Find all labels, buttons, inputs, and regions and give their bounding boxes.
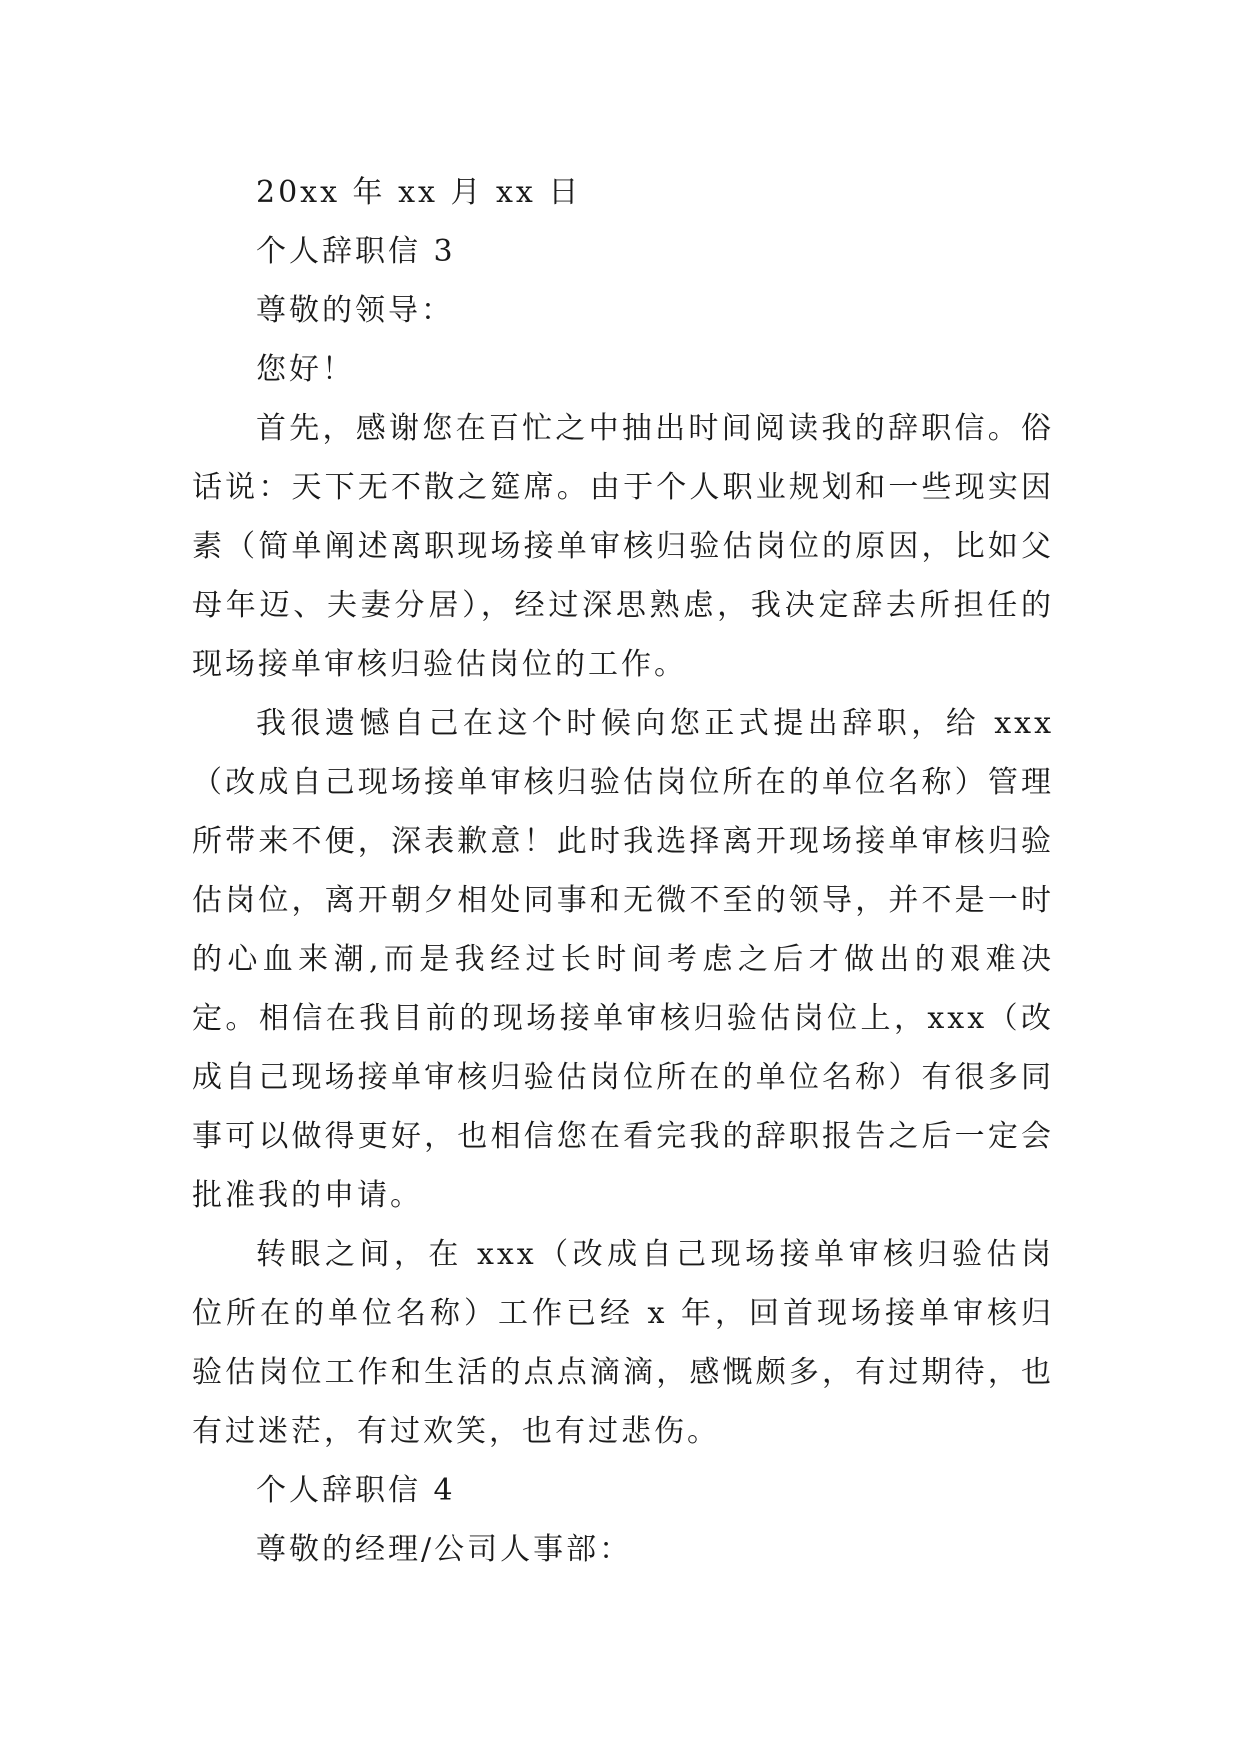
letter-4-title: 个人辞职信 4 [256, 1473, 456, 1508]
date-line: 20xx 年 xx 月 xx 日 [256, 175, 582, 210]
letter-3-paragraph-2: 我很遗憾自己在这个时候向您正式提出辞职，给 xxx（改成自己现场接单审核归验估岗位所在的单位名称）管理所带来不便，深表歉意！此时我选择离开现场接单审核归验估岗位，离开朝夕相处同事和无微不至的领导，并不是一时的心血来潮,而是我经过长时间考虑之后才做出的艰难决定。相信在我目前的现场接单审核归验估岗位上，xxx（改成自己现场接单审核归验估岗位所在的单位名称）有很多同事可以做得更好，也相信您在看完我的辞职报告之后一定会批准我的申请。 [192, 706, 1054, 1213]
letter-3-salutation: 尊敬的领导： [256, 293, 454, 328]
letter-4-salutation: 尊敬的经理/公司人事部： [256, 1532, 633, 1567]
letter-3-title: 个人辞职信 3 [256, 234, 456, 269]
letter-3-greeting: 您好！ [256, 352, 355, 387]
letter-3-paragraph-3: 转眼之间，在 xxx（改成自己现场接单审核归验估岗位所在的单位名称）工作已经 x 年，回首现场接单审核归验估岗位工作和生活的点点滴滴，感慨颇多，有过期待，也有过迷茫，有过欢笑，也有过悲伤。 [192, 1237, 1054, 1449]
document-body [192, 163, 1054, 1579]
letter-3-paragraph-1: 首先，感谢您在百忙之中抽出时间阅读我的辞职信。俗话说：天下无不散之筵席。由于个人职业规划和一些现实因素（简单阐述离职现场接单审核归验估岗位的原因，比如父母年迈、夫妻分居），经过深思熟虑，我决定辞去所担任的现场接单审核归验估岗位的工作。 [192, 411, 1054, 682]
